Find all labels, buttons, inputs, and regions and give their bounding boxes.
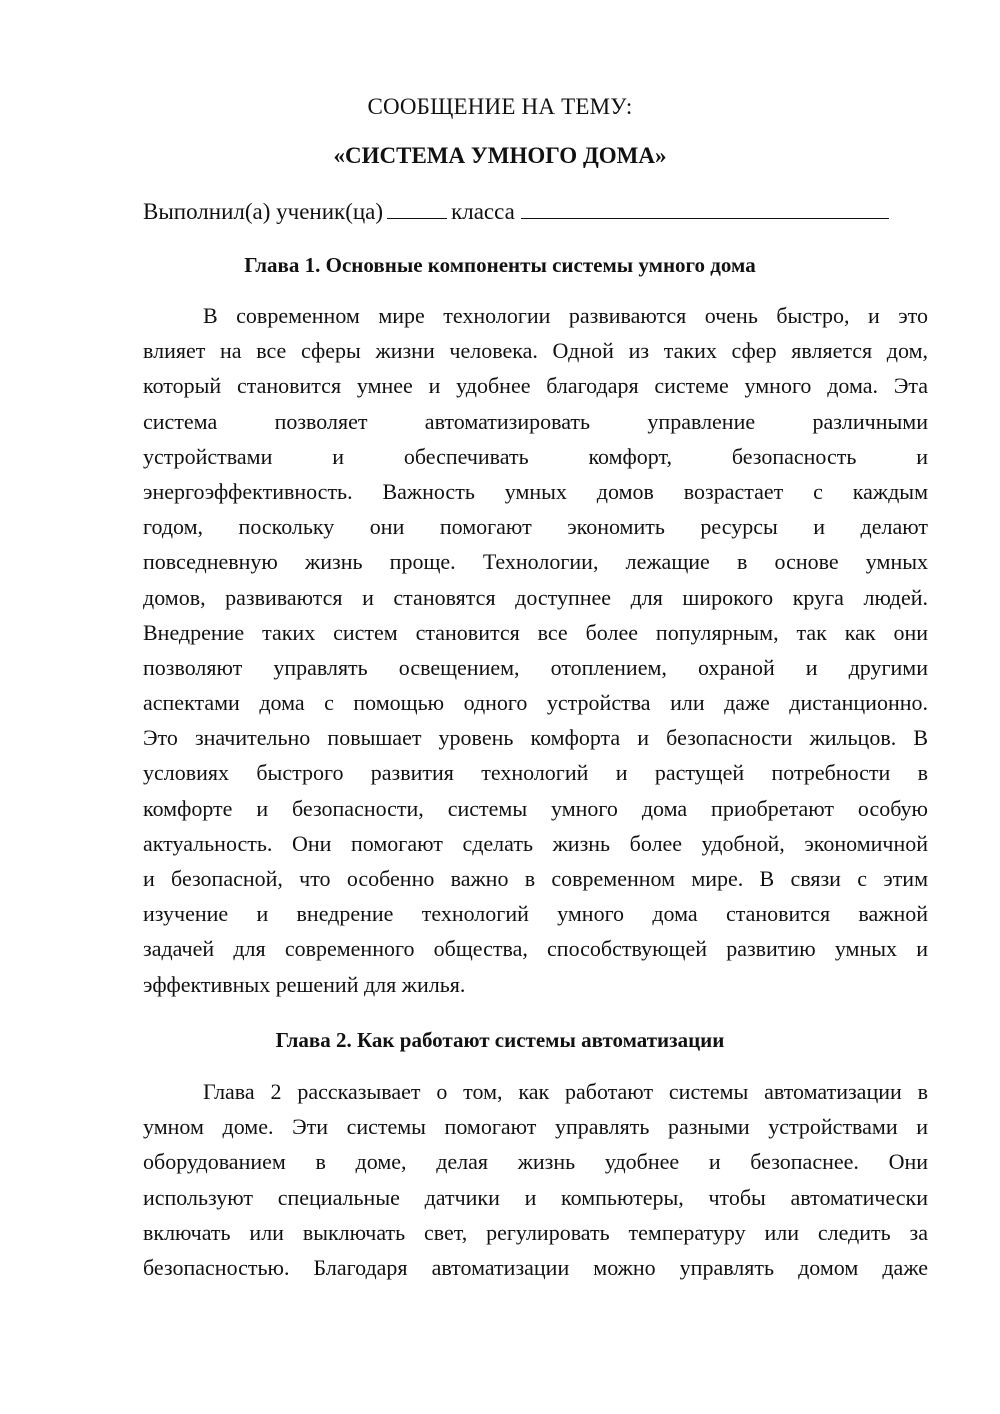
chapter-1-paragraph: [143, 298, 928, 1002]
chapter-2-paragraph: [143, 1074, 928, 1285]
paragraph-line: повседневную жизнь проще. Технологии, лежащие в основе умных: [143, 549, 928, 575]
report-title-line-1: СООБЩЕНИЕ НА ТЕМУ:: [367, 94, 633, 119]
paragraph-line: условиях быстрого развития технологий и растущей потребности в: [143, 760, 928, 786]
paragraph-line: энергоэффективность. Важность умных домов возрастает с каждым: [143, 478, 928, 504]
paragraph-line: безопасностью. Благодаря автоматизации можно управлять домом даже: [143, 1254, 928, 1280]
paragraph-line: устройствами и обеспечивать комфорт, безопасность и: [143, 443, 928, 469]
paragraph-line: Внедрение таких систем становится все более популярным, так как они: [143, 619, 928, 645]
paragraph-line: В современном мире технологии развиваются очень быстро, и это: [203, 303, 928, 328]
chapter-1-heading: Глава 1. Основные компоненты системы умного дома: [244, 253, 756, 277]
paragraph-line: Глава 2 рассказывает о том, как работают системы автоматизации в: [203, 1079, 928, 1104]
paragraph-line: умном доме. Эти системы помогают управлять разными устройствами и: [143, 1114, 928, 1140]
paragraph-line: актуальность. Они помогают сделать жизнь более удобной, экономичной: [143, 830, 928, 856]
class-word: класса: [451, 199, 515, 224]
paragraph-line: и безопасной, что особенно важно в современном мире. В связи с этим: [143, 866, 928, 891]
paragraph-line: позволяют управлять освещением, отоплением, охраной и другими: [143, 654, 928, 680]
author-line: [143, 196, 889, 225]
author-prefix: Выполнил(а) ученик(ца): [143, 199, 384, 224]
paragraph-line: аспектами дома с помощью одного устройства или даже дистанционно.: [143, 690, 928, 716]
paragraph-line: влияет на все сферы жизни человека. Одной из таких сфер является дом,: [143, 338, 928, 364]
paragraph-line: эффективных решений для жилья.: [143, 971, 466, 997]
name-blank: [521, 196, 889, 219]
paragraph-line: домов, развиваются и становятся доступнее для широкого круга людей.: [143, 584, 928, 610]
paragraph-line: изучение и внедрение технологий умного дома становится важной: [143, 901, 928, 927]
grade-blank: [387, 196, 447, 219]
paragraph-line: используют специальные датчики и компьютеры, чтобы автоматически: [143, 1184, 928, 1210]
paragraph-line: комфорте и безопасности, системы умного дома приобретают особую: [143, 795, 928, 821]
paragraph-line: оборудованием в доме, делая жизнь удобнее и безопаснее. Они: [143, 1149, 928, 1175]
chapter-2-heading: Глава 2. Как работают системы автоматизации: [275, 1028, 725, 1052]
paragraph-line: годом, поскольку они помогают экономить ресурсы и делают: [143, 514, 928, 540]
paragraph-line: который становится умнее и удобнее благодаря системе умного дома. Эта: [143, 373, 928, 399]
paragraph-line: система позволяет автоматизировать управление различными: [143, 408, 928, 434]
paragraph-line: задачей для современного общества, способствующей развитию умных и: [143, 936, 928, 962]
paragraph-line: Это значительно повышает уровень комфорта и безопасности жильцов. В: [143, 725, 928, 751]
paragraph-line: включать или выключать свет, регулировать температуру или следить за: [143, 1219, 928, 1245]
report-title-line-2: «СИСТЕМА УМНОГО ДОМА»: [333, 143, 667, 168]
